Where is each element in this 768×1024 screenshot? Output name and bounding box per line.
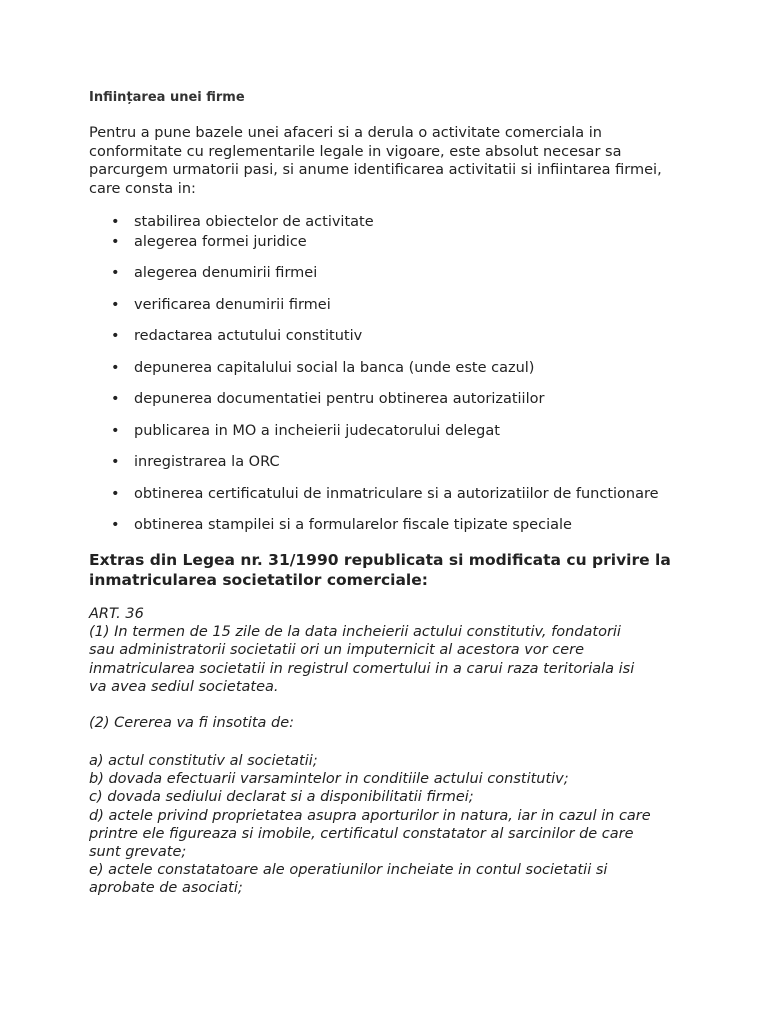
article-block xyxy=(89,605,669,696)
bullet-icon: • xyxy=(111,265,120,281)
list-item-text: obtinerea stampilei si a formularelor fiscale tipizate speciale xyxy=(134,517,572,533)
article-para2 xyxy=(89,714,669,732)
bullet-icon: • xyxy=(111,454,120,470)
list-item-text: stabilirea obiectelor de activitate xyxy=(134,214,374,230)
article-item-line: d) actele privind proprietatea asupra aporturilor in natura, iar in cazul in care xyxy=(89,807,651,824)
list-item-text: alegerea denumirii firmei xyxy=(134,265,318,281)
article-item-line: aprobate de asociati; xyxy=(89,880,243,897)
bullet-icon: • xyxy=(111,391,120,407)
list-item-text: depunerea capitalului social la banca (unde este cazul) xyxy=(134,360,535,376)
bullet-icon: • xyxy=(111,328,120,344)
intro-paragraph: Pentru a pune bazele unei afaceri si a derula o activitate comerciala in conformitate cu reglementarile legale in vigoare, este absolut necesar sa parcurgem urmatorii pasi, si anume identificarea activitatii si infiintarea firmei, care consta in: xyxy=(89,125,662,197)
article-item-line: c) dovada sediului declarat si a disponibilitatii firmei; xyxy=(89,789,474,806)
list-item-text: publicarea in MO a incheierii judecatorului delegat xyxy=(134,423,500,439)
article-para1-line: sau administratorii societatii ori un imputernicit al acestora vor cere xyxy=(89,642,584,659)
article-label: ART. 36 xyxy=(89,606,144,622)
bullet-icon: • xyxy=(111,360,120,376)
list-item-text: depunerea documentatiei pentru obtinerea autorizatiilor xyxy=(134,391,545,407)
bullet-icon: • xyxy=(111,297,120,313)
article-para1-line: (1) In termen de 15 zile de la data incheierii actului constitutiv, fondatorii xyxy=(89,624,621,641)
article-para2-text: (2) Cererea va fi insotita de: xyxy=(89,715,295,731)
law-heading: Extras din Legea nr. 31/1990 republicata si modificata cu privire la inmatricularea societatilor comerciale: xyxy=(89,551,671,589)
article-item-line: printre ele figureaza si imobile, certificatul constatator al sarcinilor de care xyxy=(89,825,634,842)
list-item-text: inregistrarea la ORC xyxy=(134,454,280,470)
article-items xyxy=(89,752,669,898)
document-title: Inființarea unei firme xyxy=(89,90,245,105)
list-item-text: redactarea actutului constitutiv xyxy=(134,328,363,344)
article-item-line: a) actul constitutiv al societatii; xyxy=(89,753,318,769)
bullet-icon: • xyxy=(111,234,120,250)
bullet-icon: • xyxy=(111,517,120,533)
bullet-icon: • xyxy=(111,486,120,502)
bullet-icon: • xyxy=(111,423,120,439)
article-item-line: e) actele constatatoare ale operatiunilor incheiate in contul societatii si xyxy=(89,862,608,879)
article-item-line: sunt grevate; xyxy=(89,844,187,861)
article-para1-line: va avea sediul societatea. xyxy=(89,678,279,695)
list-item-text: verificarea denumirii firmei xyxy=(134,297,331,313)
article-para1-line: inmatricularea societatii in registrul comertului in a carui raza teritoriala isi xyxy=(89,660,635,677)
list-item-text: obtinerea certificatului de inmatriculare si a autorizatiilor de functionare xyxy=(134,486,659,502)
bullet-icon: • xyxy=(111,214,120,230)
article-item-line: b) dovada efectuarii varsamintelor in conditiile actului constitutiv; xyxy=(89,771,569,788)
list-item-text: alegerea formei juridice xyxy=(134,234,307,250)
